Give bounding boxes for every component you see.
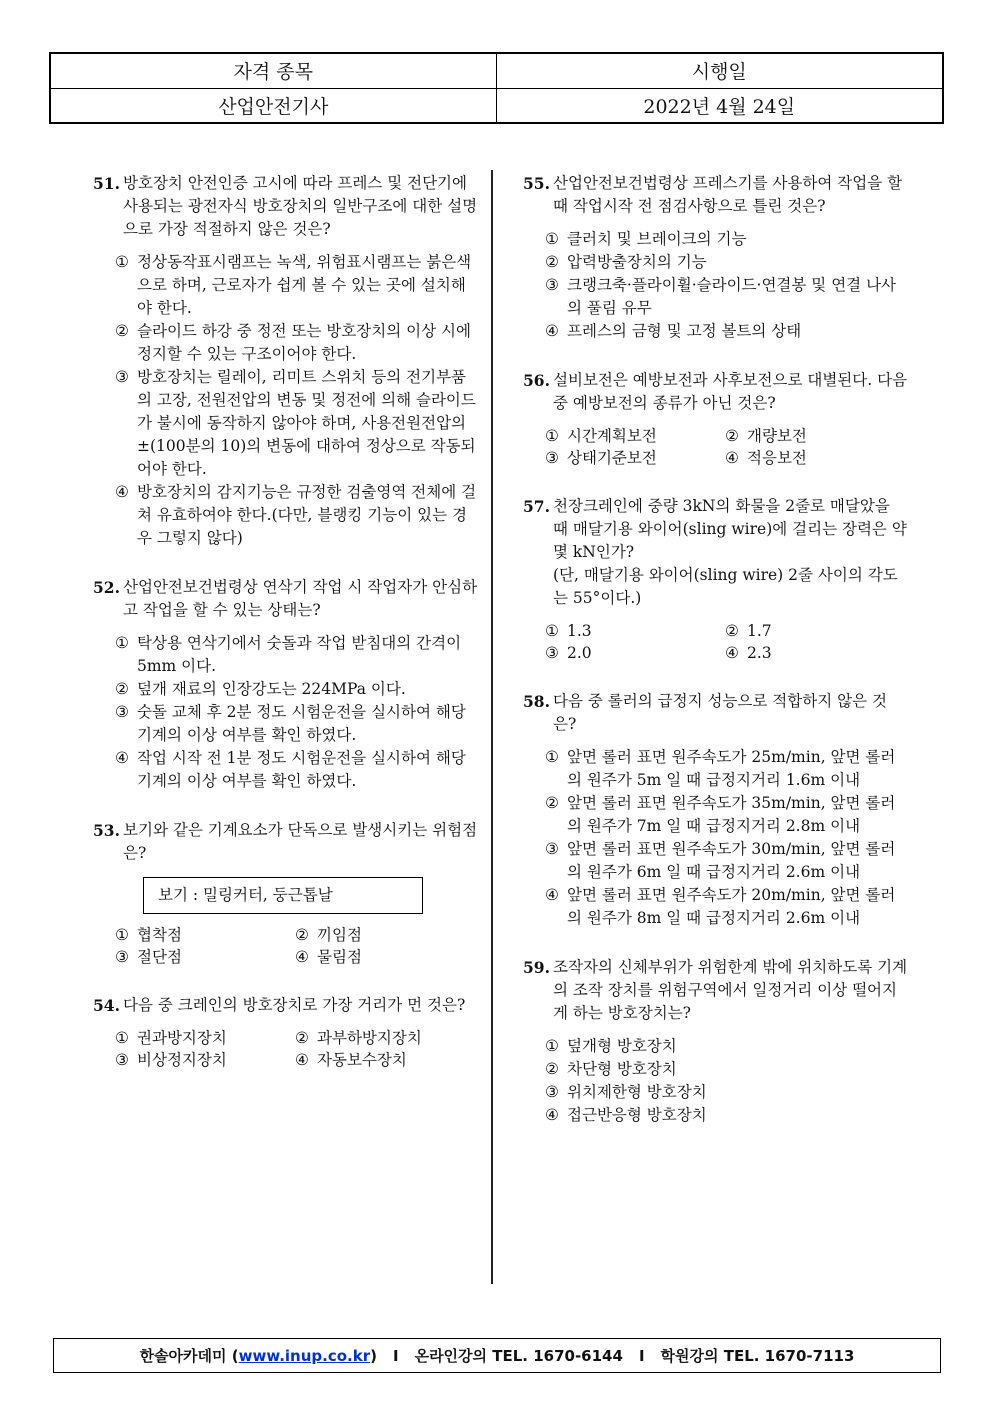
question-58 [523, 690, 908, 930]
option[interactable] [545, 1081, 908, 1104]
example-box: 보기 : 밀링커터, 둥근톱날 [143, 877, 423, 914]
option-text: 상태기준보전 [567, 449, 657, 467]
question-51 [93, 172, 478, 550]
option-text: 비상정지장치 [137, 1051, 227, 1069]
option-mark: ① [115, 1029, 129, 1047]
option[interactable] [295, 1027, 475, 1049]
question-54 [93, 994, 478, 1071]
option-text: 협착점 [137, 926, 182, 944]
option[interactable] [545, 620, 725, 642]
question-57 [523, 495, 908, 664]
option-text: 자동보수장치 [317, 1051, 407, 1069]
option[interactable] [545, 884, 908, 930]
question-59 [523, 956, 908, 1127]
option[interactable] [545, 251, 908, 274]
option-mark: ② [115, 322, 129, 340]
option[interactable] [295, 1049, 475, 1071]
right-column [523, 172, 908, 1139]
option[interactable] [545, 1035, 908, 1058]
option-text: 개량보전 [747, 427, 807, 445]
question-53 [93, 819, 478, 968]
option-text: 작업 시작 전 1분 정도 시험운전을 실시하여 해당 기계의 이상 여부를 확인 하였다. [137, 749, 466, 790]
option-mark: ① [115, 634, 129, 652]
option-text: 크랭크축·플라이휠·슬라이드·연결봉 및 연결 나사의 풀림 유무 [567, 276, 897, 317]
option-mark: ② [545, 794, 559, 812]
question-55 [523, 172, 908, 343]
option[interactable] [115, 632, 478, 678]
option[interactable] [545, 1104, 908, 1127]
option[interactable] [725, 642, 905, 664]
question-text: 산업안전보건법령상 연삭기 작업 시 작업자가 안심하고 작업을 할 수 있는 상태는? [123, 578, 478, 619]
option[interactable] [545, 228, 908, 251]
option-mark: ② [725, 427, 739, 445]
option-mark: ④ [115, 483, 129, 501]
option-mark: ① [545, 427, 559, 445]
option-text: 탁상용 연삭기에서 숫돌과 작업 받침대의 간격이 5mm 이다. [137, 634, 462, 675]
option[interactable] [545, 447, 725, 469]
option[interactable] [725, 447, 905, 469]
option-text: 방호장치의 감지기능은 규정한 검출영역 전체에 걸쳐 유효하여야 한다.(다만, 블랭킹 기능이 있는 경우 그렇지 않다) [137, 483, 477, 547]
option-mark: ③ [545, 276, 559, 294]
option[interactable] [115, 366, 478, 481]
question-text: 천장크레인에 중량 3kN의 화물을 2줄로 매달았을 때 매달기용 와이어(sling wire)에 걸리는 장력은 약 몇 kN인가? [553, 497, 907, 561]
footer-offline-tel: 학원강의 TEL. 1670-7113 [660, 1347, 855, 1365]
option-text: 물림점 [317, 948, 362, 966]
question-text: 방호장치 안전인증 고시에 따라 프레스 및 전단기에 사용되는 광전자식 방호장치의 일반구조에 대한 설명으로 가장 적절하지 않은 것은? [123, 174, 478, 238]
option-text: 접근반응형 방호장치 [567, 1106, 707, 1124]
option-mark: ① [115, 253, 129, 271]
option-text: 적응보전 [747, 449, 807, 467]
option-text: 덮개형 방호장치 [567, 1037, 677, 1055]
option[interactable] [545, 838, 908, 884]
question-52 [93, 576, 478, 793]
option-mark: ② [545, 253, 559, 271]
footer-separator: I [638, 1346, 645, 1365]
option-mark: ② [295, 926, 309, 944]
option-text: 2.0 [567, 644, 592, 662]
question-56 [523, 369, 908, 469]
option-text: 앞면 롤러 표면 원주속도가 25m/min, 앞면 롤러의 원주가 5m 일 때 급정지거리 1.6m 이내 [567, 748, 896, 789]
option-text: 슬라이드 하강 중 정전 또는 방호장치의 이상 시에 정지할 수 있는 구조이어야 한다. [137, 322, 471, 363]
option[interactable] [545, 792, 908, 838]
option-mark: ④ [295, 948, 309, 966]
option[interactable] [115, 747, 478, 793]
option-mark: ③ [545, 1083, 559, 1101]
option-text: 끼임점 [317, 926, 362, 944]
header-value-date: 2022년 4월 24일 [496, 88, 943, 123]
question-text: 조작자의 신체부위가 위험한계 밖에 위치하도록 기계의 조작 장치를 위험구역에서 일정거리 이상 떨어지게 하는 방호장치는? [553, 958, 908, 1022]
option-mark: ④ [725, 644, 739, 662]
option-mark: ② [115, 680, 129, 698]
question-text: 산업안전보건법령상 프레스기를 사용하여 작업을 할 때 작업시작 전 점검사항으로 틀린 것은? [553, 174, 903, 215]
footer [53, 1338, 941, 1373]
option-mark: ④ [725, 449, 739, 467]
question-text: 다음 중 롤러의 급정지 성능으로 적합하지 않은 것은? [553, 692, 887, 733]
left-column [93, 172, 478, 1083]
option-mark: ④ [115, 749, 129, 767]
option-mark: ① [545, 748, 559, 766]
question-text: 설비보전은 예방보전과 사후보전으로 대별된다. 다음 중 예방보전의 종류가 아닌 것은? [553, 371, 908, 412]
question-number: 59. [523, 958, 550, 977]
option-mark: ② [545, 1060, 559, 1078]
question-text: 보기와 같은 기계요소가 단독으로 발생시키는 위험점은? [123, 821, 478, 862]
footer-academy-name: 한솔아카데미 [139, 1347, 227, 1365]
question-number: 57. [523, 497, 550, 516]
option[interactable] [545, 425, 725, 447]
option-text: 방호장치는 릴레이, 리미트 스위치 등의 전기부품의 고장, 전원전압의 변동 및 정전에 의해 슬라이드가 불시에 동작하지 않아야 하며, 사용전원전압의 ±(100분의 10)의 변동에 대하여 정상으로 작동되어야 한다. [137, 368, 476, 478]
header-label-date: 시행일 [496, 53, 943, 88]
option[interactable] [115, 251, 478, 320]
option-mark: ② [295, 1029, 309, 1047]
question-number: 53. [93, 821, 120, 840]
option-mark: ③ [115, 948, 129, 966]
option-text: 클러치 및 브레이크의 기능 [567, 230, 747, 248]
option-text: 차단형 방호장치 [567, 1060, 677, 1078]
option-mark: ③ [115, 1051, 129, 1069]
header-table [49, 52, 944, 124]
option[interactable] [115, 1049, 295, 1071]
option-text: 2.3 [747, 644, 772, 662]
option-mark: ① [545, 622, 559, 640]
option[interactable] [295, 924, 475, 946]
option[interactable] [115, 1027, 295, 1049]
option-mark: ② [725, 622, 739, 640]
header-value-category: 산업안전기사 [50, 88, 496, 123]
option-text: 앞면 롤러 표면 원주속도가 30m/min, 앞면 롤러의 원주가 6m 일 때 급정지거리 2.6m 이내 [567, 840, 896, 881]
option-text: 압력방출장치의 기능 [567, 253, 707, 271]
option-text: 프레스의 금형 및 고정 볼트의 상태 [567, 322, 802, 340]
option-text: 권과방지장치 [137, 1029, 227, 1047]
option[interactable] [115, 946, 295, 968]
option[interactable] [545, 746, 908, 792]
option-mark: ④ [545, 886, 559, 904]
question-number: 52. [93, 578, 120, 597]
footer-online-tel: 온라인강의 TEL. 1670-6144 [414, 1347, 623, 1365]
option-text: 위치제한형 방호장치 [567, 1083, 707, 1101]
option-text: 1.3 [567, 622, 592, 640]
option-text: 절단점 [137, 948, 182, 966]
option-mark: ① [115, 926, 129, 944]
question-number: 54. [93, 996, 120, 1015]
option-mark: ③ [545, 840, 559, 858]
option-text: 숫돌 교체 후 2분 정도 시험운전을 실시하여 해당 기계의 이상 여부를 확인 하였다. [137, 703, 466, 744]
question-text: 다음 중 크레인의 방호장치로 가장 거리가 먼 것은? [123, 996, 466, 1014]
column-divider [491, 170, 493, 1284]
option-mark: ④ [545, 1106, 559, 1124]
option-mark: ④ [545, 322, 559, 340]
option-text: 앞면 롤러 표면 원주속도가 35m/min, 앞면 롤러의 원주가 7m 일 때 급정지거리 2.8m 이내 [567, 794, 896, 835]
option[interactable] [115, 320, 478, 366]
option-text: 1.7 [747, 622, 772, 640]
option[interactable] [115, 924, 295, 946]
option[interactable] [115, 481, 478, 550]
option[interactable] [545, 274, 908, 320]
option[interactable] [295, 946, 475, 968]
footer-paren-close: ) [370, 1346, 377, 1365]
option-text: 시간계획보전 [567, 427, 657, 445]
header-label-category: 자격 종목 [50, 53, 496, 88]
option-text: 정상동작표시램프는 녹색, 위험표시램프는 붉은색으로 하며, 근로자가 쉽게 볼 수 있는 곳에 설치해야 한다. [137, 253, 472, 317]
question-note: (단, 매달기용 와이어(sling wire) 2줄 사이의 각도는 55°이다.) [553, 566, 898, 607]
option[interactable] [115, 678, 478, 701]
option-mark: ① [545, 230, 559, 248]
footer-paren-open: ( [226, 1346, 239, 1365]
option-mark: ③ [115, 368, 129, 386]
option-mark: ④ [295, 1051, 309, 1069]
option-mark: ③ [545, 449, 559, 467]
option[interactable] [725, 425, 905, 447]
option-text: 과부하방지장치 [317, 1029, 422, 1047]
question-number: 58. [523, 692, 550, 711]
footer-separator: I [392, 1346, 399, 1365]
option[interactable] [725, 620, 905, 642]
option[interactable] [545, 642, 725, 664]
option-mark: ③ [115, 703, 129, 721]
question-number: 51. [93, 174, 120, 193]
question-number: 55. [523, 174, 550, 193]
option-text: 앞면 롤러 표면 원주속도가 20m/min, 앞면 롤러의 원주가 8m 일 때 급정지거리 2.6m 이내 [567, 886, 896, 927]
option[interactable] [545, 320, 908, 343]
option[interactable] [545, 1058, 908, 1081]
option-mark: ① [545, 1037, 559, 1055]
option-text: 덮개 재료의 인장강도는 224MPa 이다. [137, 680, 406, 698]
footer-website-link[interactable]: www.inup.co.kr [238, 1346, 371, 1365]
option[interactable] [115, 701, 478, 747]
question-number: 56. [523, 371, 550, 390]
option-mark: ③ [545, 644, 559, 662]
